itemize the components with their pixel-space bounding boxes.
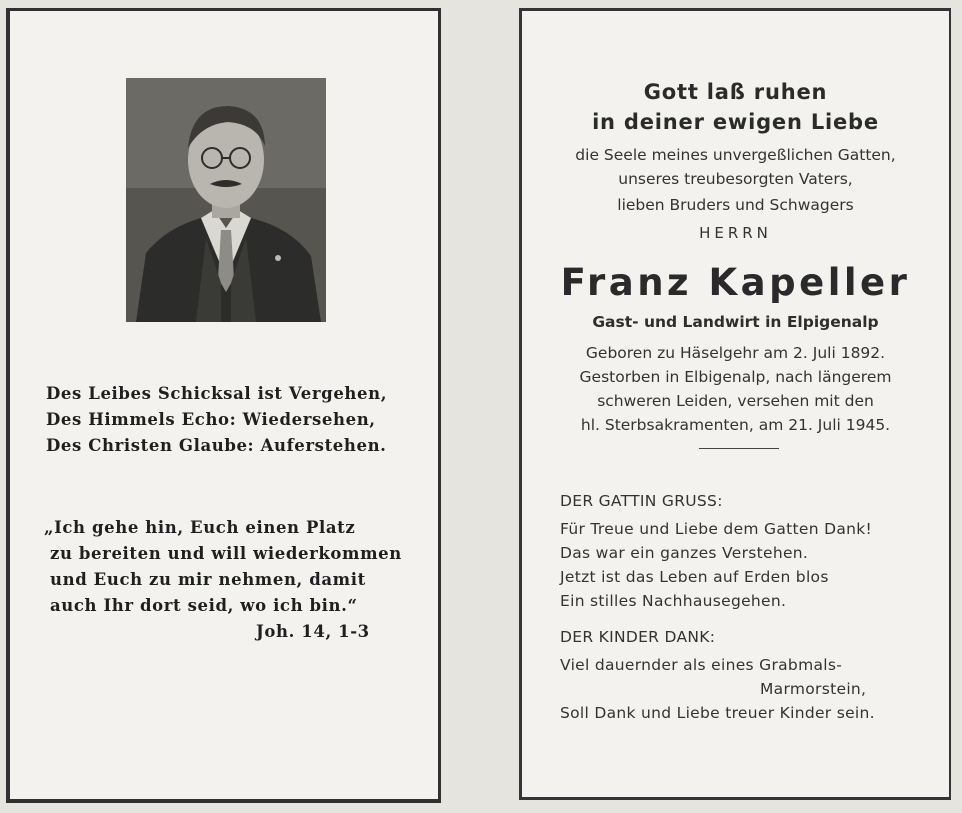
- quote-reference: Joh. 14, 1-3: [256, 622, 370, 641]
- intro-line: lieben Bruders und Schwagers: [617, 196, 854, 214]
- children-heading: DER KINDER DANK:: [560, 628, 716, 646]
- wife-line: Jetzt ist das Leben auf Erden blos: [560, 568, 829, 586]
- quote-line: zu bereiten und will wiederkommen: [50, 544, 402, 563]
- wife-line: Für Treue und Liebe dem Gatten Dank!: [560, 520, 873, 538]
- children-line: Soll Dank und Liebe treuer Kinder sein.: [560, 704, 875, 722]
- poem-line: Des Himmels Echo: Wiedersehen,: [46, 410, 376, 429]
- portrait-photo: [126, 78, 326, 322]
- heading-line: in deiner ewigen Liebe: [592, 110, 879, 134]
- honorific: HERRN: [699, 224, 772, 242]
- right-card-panel: [519, 8, 951, 800]
- bio-line: hl. Sterbsakramenten, am 21. Juli 1945.: [580, 416, 891, 434]
- poem-line: Des Leibes Schicksal ist Vergehen,: [46, 384, 388, 403]
- bio-line: schweren Leiden, versehen mit den: [597, 392, 874, 410]
- deceased-name: Franz Kapeller: [560, 261, 911, 304]
- bio-line: Gestorben in Elbigenalp, nach längerem: [579, 368, 892, 386]
- occupation: Gast- und Landwirt in Elpigenalp: [592, 313, 879, 331]
- portrait-image: [126, 78, 326, 322]
- bio-line: Geboren zu Häselgehr am 2. Juli 1892.: [585, 344, 886, 362]
- quote-line: „Ich gehe hin, Euch einen Platz: [44, 518, 356, 537]
- wife-line: Ein stilles Nachhausegehen.: [560, 592, 787, 610]
- wife-line: Das war ein ganzes Verstehen.: [560, 544, 809, 562]
- quote-line: auch Ihr dort seid, wo ich bin.“: [50, 596, 358, 615]
- children-line: Viel dauernder als eines Grabmals-: [560, 656, 843, 674]
- divider-rule: [699, 448, 779, 449]
- quote-line: und Euch zu mir nehmen, damit: [50, 570, 366, 589]
- wife-heading: DER GATTIN GRUSS:: [560, 492, 723, 510]
- intro-line: unseres treubesorgten Vaters,: [618, 170, 853, 188]
- poem-line: Des Christen Glaube: Auferstehen.: [46, 436, 387, 455]
- heading-line: Gott laß ruhen: [643, 80, 828, 104]
- children-line: Marmorstein,: [760, 680, 867, 698]
- left-card-panel: [6, 8, 441, 803]
- intro-line: die Seele meines unvergeßlichen Gatten,: [575, 146, 896, 164]
